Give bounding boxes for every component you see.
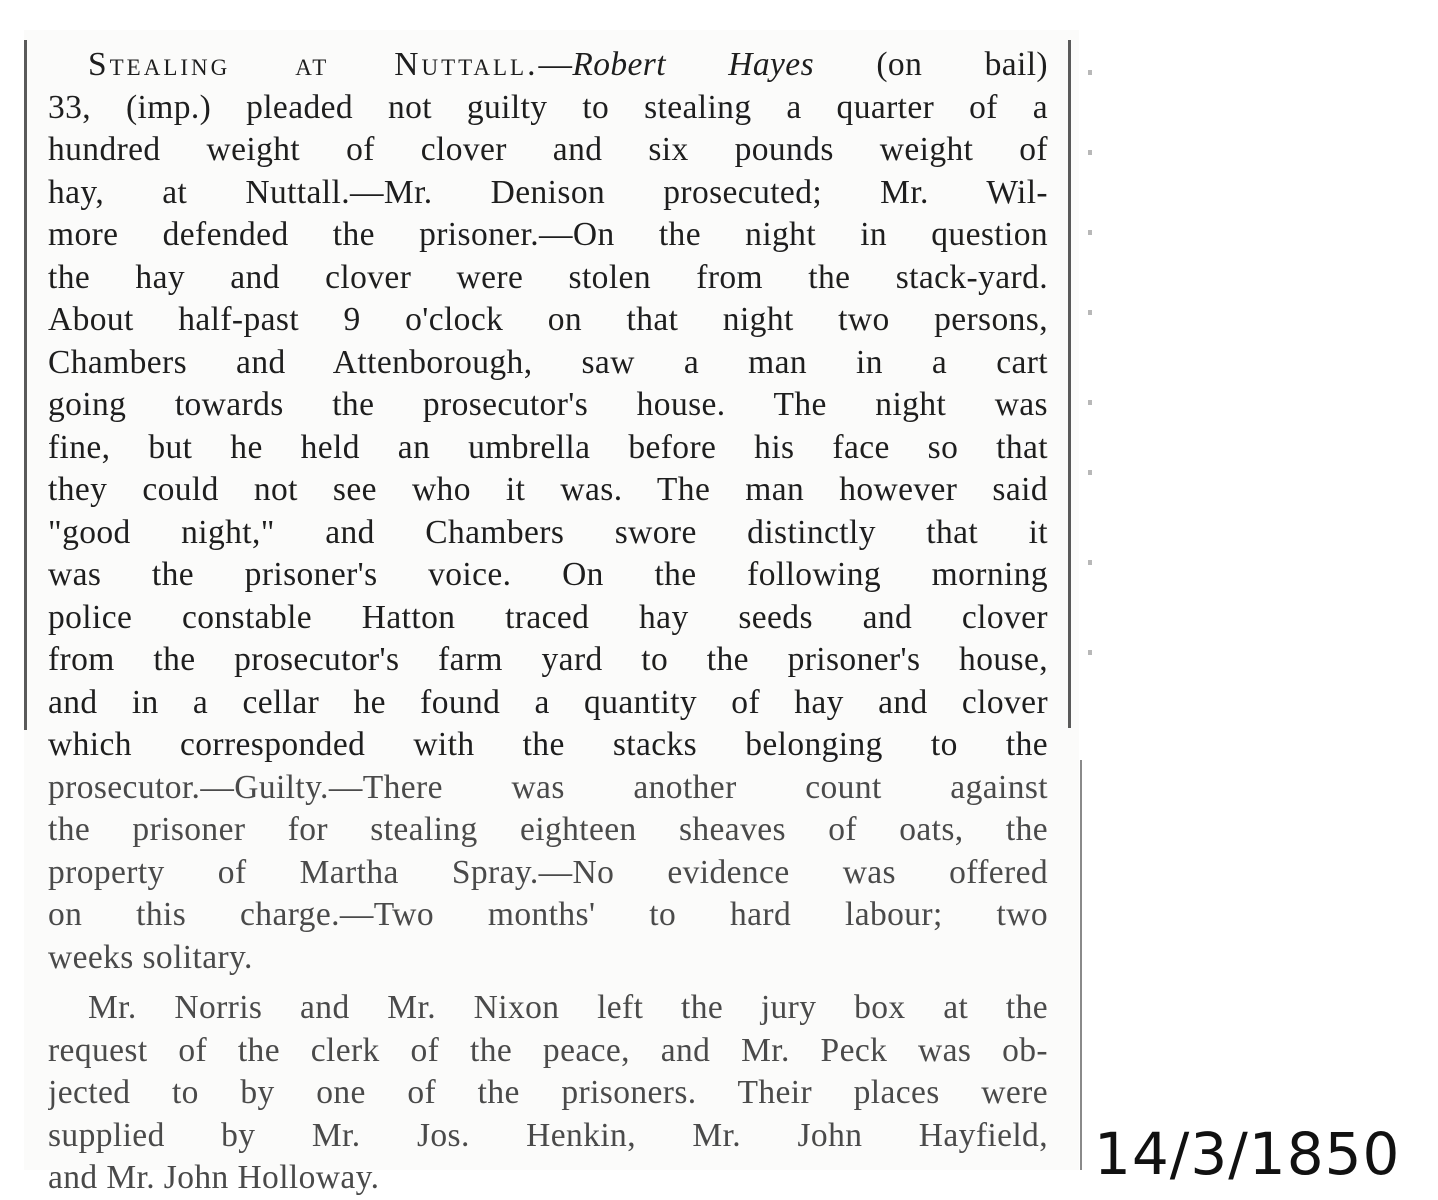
adjacent-column-fragments	[1084, 40, 1098, 740]
paragraph1-line: and in a cellar he found a quantity of hay and clover	[48, 683, 1048, 721]
speck	[1088, 150, 1092, 155]
paragraph1-line: was the prisoner's voice. On the following morning	[48, 556, 1048, 593]
paragraph1-line: hay, at Nuttall.—Mr. Denison prosecuted; Mr. Wil-	[48, 173, 1048, 211]
paragraph1-line: prosecutor.—Guilty.—There was another count against	[48, 768, 1048, 806]
paragraph1-line: they could not see who it was. The man however said	[48, 471, 1048, 508]
paragraph1-line: going towards the prosecutor's house. The night was	[48, 386, 1048, 423]
article-text	[48, 44, 1048, 1200]
speck	[1088, 470, 1092, 475]
paragraph1-line: About half-past 9 o'clock on that night two persons,	[48, 301, 1048, 338]
paragraph1-line: the hay and clover were stolen from the stack-yard.	[48, 258, 1048, 296]
paragraph2-line: and Mr. John Holloway.	[48, 1159, 380, 1196]
paragraph2-line: Mr. Norris and Mr. Nixon left the jury box at the	[88, 989, 1048, 1026]
column-rule-left	[24, 40, 27, 730]
paragraph1-line: more defended the prisoner.—On the night in question	[48, 216, 1048, 253]
paragraph2-line: request of the clerk of the peace, and Mr. Peck was ob-	[48, 1031, 1048, 1069]
column-rule-right-lower	[1080, 760, 1082, 1170]
paragraph1-line: Chambers and Attenborough, saw a man in a cart	[48, 343, 1048, 381]
speck	[1088, 560, 1092, 565]
paragraph2-line: supplied by Mr. Jos. Henkin, Mr. John Hayfield,	[48, 1116, 1048, 1154]
paragraph1-line: fine, but he held an umbrella before his face so that	[48, 428, 1048, 466]
paragraph1-line: property of Martha Spray.—No evidence was offered	[48, 853, 1048, 891]
speck	[1088, 230, 1092, 235]
paragraph1-line: hundred weight of clover and six pounds weight of	[48, 131, 1048, 168]
speck	[1088, 400, 1092, 405]
heading-dash: —	[538, 46, 573, 83]
paragraph-gap	[48, 979, 1048, 987]
speck	[1088, 310, 1092, 315]
paragraph1-line: police constable Hatton traced hay seeds and clover	[48, 598, 1048, 636]
paragraph1-line: the prisoner for stealing eighteen sheaves of oats, the	[48, 811, 1048, 848]
paragraph1-line: 33, (imp.) pleaded not guilty to stealing a quarter of a	[48, 88, 1048, 126]
date-stamp: 14/3/1850	[1094, 1120, 1401, 1188]
paragraph1-line: (on bail)	[814, 46, 1048, 83]
article-heading: Stealing at Nuttall.	[88, 46, 539, 83]
paragraph1-line: which corresponded with the stacks belonging to the	[48, 726, 1048, 763]
paragraph1-line: from the prosecutor's farm yard to the prisoner's house,	[48, 641, 1048, 678]
defendant-name: Robert Hayes	[572, 46, 815, 83]
paragraph1-line: on this charge.—Two months' to hard labour; two	[48, 896, 1048, 933]
paragraph2-line: jected to by one of the prisoners. Their places were	[48, 1074, 1048, 1111]
speck	[1088, 70, 1092, 75]
speck	[1088, 650, 1092, 655]
paragraph1-line: "good night," and Chambers swore distinctly that it	[48, 513, 1048, 551]
paragraph1-line: weeks solitary.	[48, 938, 253, 976]
article-heading-line	[48, 44, 1048, 87]
column-rule-right-upper	[1068, 40, 1071, 728]
